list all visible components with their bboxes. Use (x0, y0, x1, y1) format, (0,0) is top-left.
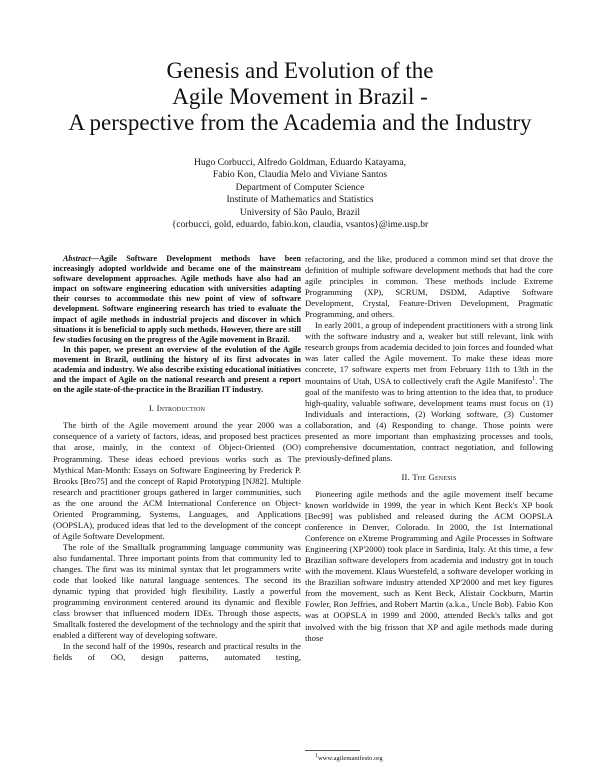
left-column (53, 254, 301, 663)
abstract-label: Abstract (63, 254, 91, 263)
body-paragraph: The birth of the Agile movement around the year 2000 was a consequence of a variety of factors, ideas, and proposed best practices that arose, mainly, in the context of Object-Oriented (OO) Programming. These ideas echoed previous works such as The Mythical Man-Month: Essays on Software Engineering by Frederick P. Brooks [Bro75] and the concept of Rapid Prototyping [NJ82]. Multiple research and practitioner groups gathered in larger communities, such as the one around the ACM International Conference on Object-Oriented Programming, Systems, Languages, and Applications (OOPSLA), produced ideas that led to the development of the concept of Agile Software Development. (53, 420, 301, 541)
abstract-text: —Agile Software Development methods have been increasingly adopted worldwide and became one of the mainstream software development approaches. Agile methods have also had an impact on software engineering education with universities adapting their courses to accommodate this new point of view of software development. Software engineering research has tried to evaluate the impact of agile methods in industrial projects and discover in which situations it is beneficial to apply such methods. However, there are still few studies focusing on the progress of the Agile movement in Brazil. (53, 254, 301, 344)
body-paragraph: In the second half of the 1990s, research and practical results in the fields of OO, design patterns, automated testing, (53, 641, 301, 663)
abstract-paragraph (53, 254, 301, 345)
footnote-link: www.agilemanifesto.org (318, 755, 383, 762)
affiliation-university: University of São Paulo, Brazil (239, 206, 361, 218)
title-line: Agile Movement in Brazil - (172, 84, 428, 109)
author-block (40, 157, 560, 231)
section-title: Introduction (156, 403, 206, 414)
body-paragraph (305, 320, 553, 464)
abstract (53, 254, 301, 395)
section-number: I. (148, 403, 155, 414)
author-names: Fabio Kon, Claudia Melo and Viviane Santos (212, 169, 388, 181)
body-paragraph: The role of the Smalltalk programming language community was also fundamental. Three important points from that community led to changes. The first was its minimal syntax that let programmers write code that looked like natural language sentences. The second its dynamic typing that provided high flexibility. Lastly a powerful programming environment centered around its dynamic and flexible class browser that influenced modern IDEs. Through those aspects, Smalltalk fostered the development of the technology and the spirit that enabled a different way of developing software. (53, 541, 301, 641)
body-text: . The goal of the manifesto was to bring attention to the idea that, to produce high-quality, valuable software, development teams must focus on (1) Individuals and interactions, (2) Working software, (3) Customer collaboration, and (4) Responding to change. Those points were presented as more important than emphasizing processes and tools, comprehensive documentation, contract negotiation, and following previously-defined plans. (305, 375, 553, 463)
paper-title (40, 58, 560, 136)
footnote (315, 752, 383, 763)
section-title: The Genesis (412, 471, 457, 482)
body-paragraph: Pioneering agile methods and the agile movement itself became known worldwide in 1999, the year in which Kent Beck's XP book [Bec99] was published and released during the ACM OOPSLA conference in Denver, Colorado. In 2000, the 1st International Conference on eXtreme Programming and Agile Processes in Software Engineering (XP'2000) took place in Sardinia, Italy. At this time, a few Brazilian software developers from academia and industry got in touch with the movement. Klaus Wuestefeld, a software developer working in the Brazilian software industry attended XP'2000 and met key figures from the movement, such as Kent Beck, Alistair Cockburn, Martin Fowler, Ron Jeffries, and Robert Martin (a.k.a., Uncle Bob). Fabio Kon was at OOPSLA in 1999 and 2000, attended Beck's talks and got involved with the big frisson that XP and agile methods made during those (305, 488, 553, 643)
footnote-mark: 1 (315, 752, 318, 759)
body-paragraph-continued: refactoring, and the like, produced a common mind set that drove the definition of multiple software development methods that had the core agile principles in common. These methods include Extreme Programming (XP), SCRUM, DSDM, Adaptive Software Development, Crystal, Feature-Driven Development, Pragmatic Programming, and others. (305, 254, 553, 320)
body-text: In early 2001, a group of independent practitioners with a strong link with the software industry and a, weaker but still relevant, link with research groups from academia decided to join forces and founded what was later called the Agile movement. To make these ideas more concrete, 17 software experts met from February 11th to 13th in the mountains of Utah, USA to collectively craft the Agile Manifesto (305, 320, 553, 386)
right-column (305, 254, 553, 644)
section-number: II. (401, 471, 410, 482)
section-heading (305, 472, 553, 483)
title-line: A perspective from the Academia and the Industry (68, 110, 532, 135)
affiliation-dept: Department of Computer Science (235, 181, 365, 193)
author-emails: {corbucci, gold, eduardo, fabio.kon, claudia, vsantos}@ime.usp.br (171, 219, 429, 231)
abstract-paragraph: In this paper, we present an overview of the evolution of the Agile movement in Brazil, outlining the history of its first advocates in academia and industry. We also describe existing educational initiatives and the impact of Agile on the national research and present a report on the agile state-of-the-practice in the Brazilian IT industry. (53, 344, 301, 395)
title-line: Genesis and Evolution of the (166, 58, 434, 83)
author-names: Hugo Corbucci, Alfredo Goldman, Eduardo Katayama, (193, 157, 407, 168)
affiliation-institute: Institute of Mathematics and Statistics (226, 194, 374, 206)
section-heading (53, 403, 301, 414)
footnote-marker: 1 (532, 375, 536, 382)
footnote-rule (305, 750, 360, 751)
